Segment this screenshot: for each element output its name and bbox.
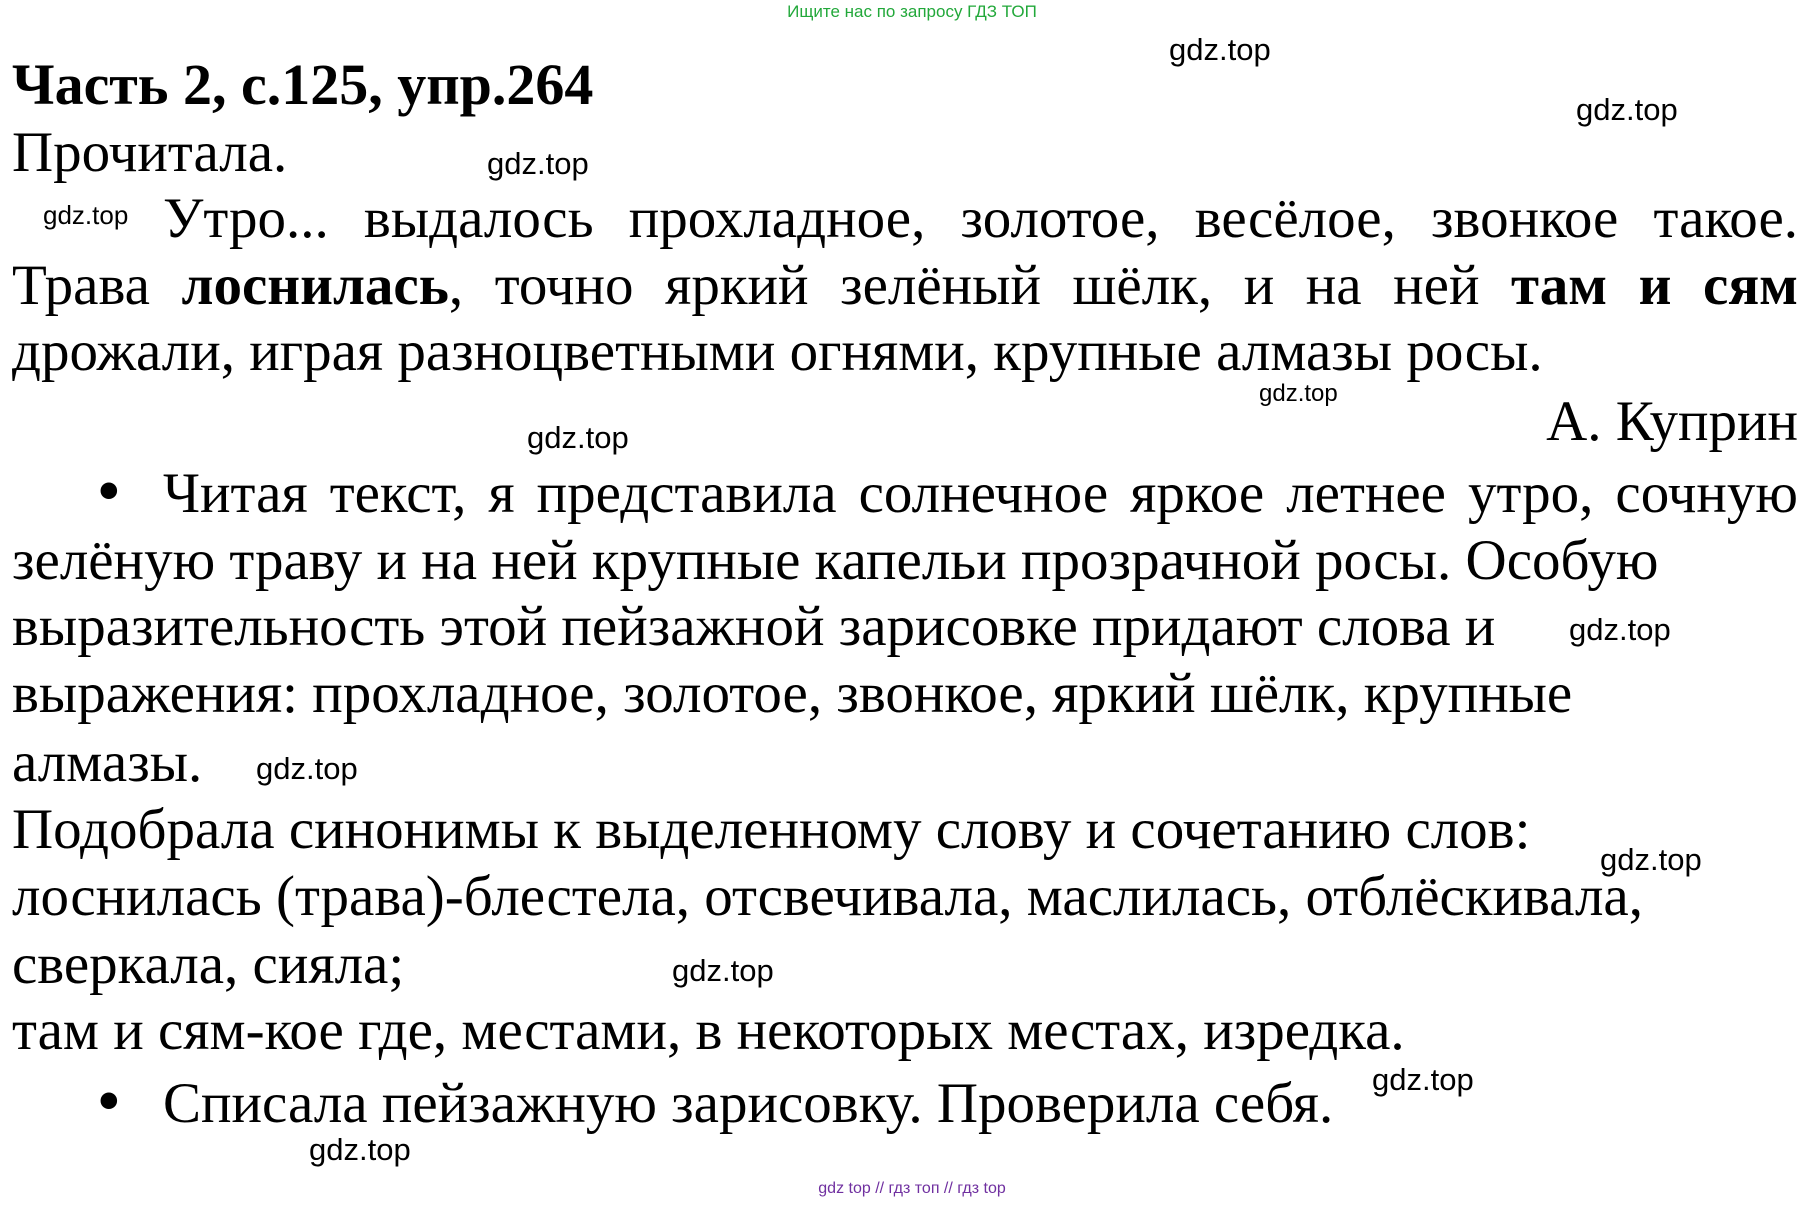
synonyms-line-3: сверкала, сияла; bbox=[12, 933, 405, 996]
watermark: gdz.top bbox=[1569, 612, 1671, 647]
passage-text-part-2: , точно яркий зелёный шёлк, и на ней bbox=[448, 254, 1512, 317]
analysis-line-4: выражения: прохладное, золотое, звонкое, яркий шёлк, крупные bbox=[12, 662, 1573, 725]
passage-line-1: Утро... выдалось прохладное, золотое, весёлое, звонкое такое. bbox=[163, 187, 1798, 250]
watermark: gdz.top bbox=[1576, 92, 1678, 127]
watermark: gdz.top bbox=[1169, 32, 1271, 67]
synonyms-line-1: Подобрала синонимы к выделенному слову и сочетанию слов: bbox=[12, 798, 1531, 861]
watermark: gdz.top bbox=[1259, 380, 1338, 407]
synonyms-line-2: лоснилась (трава)-блестела, отсвечивала, маслилась, отблёскивала, bbox=[12, 865, 1643, 928]
highlighted-phrase: там и сям bbox=[1511, 254, 1798, 317]
watermark: gdz.top bbox=[1372, 1062, 1474, 1097]
passage-author: А. Куприн bbox=[1546, 390, 1798, 453]
passage-line-3: дрожали, играя разноцветными огнями, крупные алмазы росы. bbox=[12, 320, 1543, 383]
passage-text-part-1: Трава bbox=[12, 254, 182, 317]
watermark: gdz.top bbox=[256, 751, 358, 786]
footer-watermark: gdz top // гдз топ // гдз top bbox=[818, 1180, 1006, 1197]
watermark: gdz.top bbox=[309, 1132, 411, 1167]
page-title: Часть 2, с.125, упр.264 bbox=[12, 52, 594, 117]
highlighted-word: лоснилась bbox=[181, 254, 449, 317]
watermark: gdz.top bbox=[1600, 842, 1702, 877]
analysis-line-3: выразительность этой пейзажной зарисовке придают слова и bbox=[12, 595, 1496, 658]
copy-task-text: Списала пейзажную зарисовку. Проверила себя. bbox=[163, 1072, 1334, 1135]
bullet-marker: • bbox=[92, 1070, 126, 1136]
analysis-line-1: Читая текст, я представила солнечное яркое летнее утро, сочную bbox=[163, 462, 1798, 525]
watermark: gdz.top bbox=[487, 146, 589, 181]
watermark: gdz.top bbox=[527, 420, 629, 455]
analysis-line-5: алмазы. bbox=[12, 731, 203, 794]
watermark: gdz.top bbox=[43, 200, 129, 230]
watermark: gdz.top bbox=[672, 953, 774, 988]
passage-line-2 bbox=[12, 254, 1798, 317]
search-hint: Ищите нас по запросу ГДЗ ТОП bbox=[787, 2, 1037, 21]
bullet-marker: • bbox=[92, 460, 126, 526]
analysis-line-2: зелёную траву и на ней крупные капельи прозрачной росы. Особую bbox=[12, 529, 1659, 592]
synonyms-line-4: там и сям-кое где, местами, в некоторых местах, изредка. bbox=[12, 999, 1405, 1062]
intro-text: Прочитала. bbox=[12, 121, 288, 184]
